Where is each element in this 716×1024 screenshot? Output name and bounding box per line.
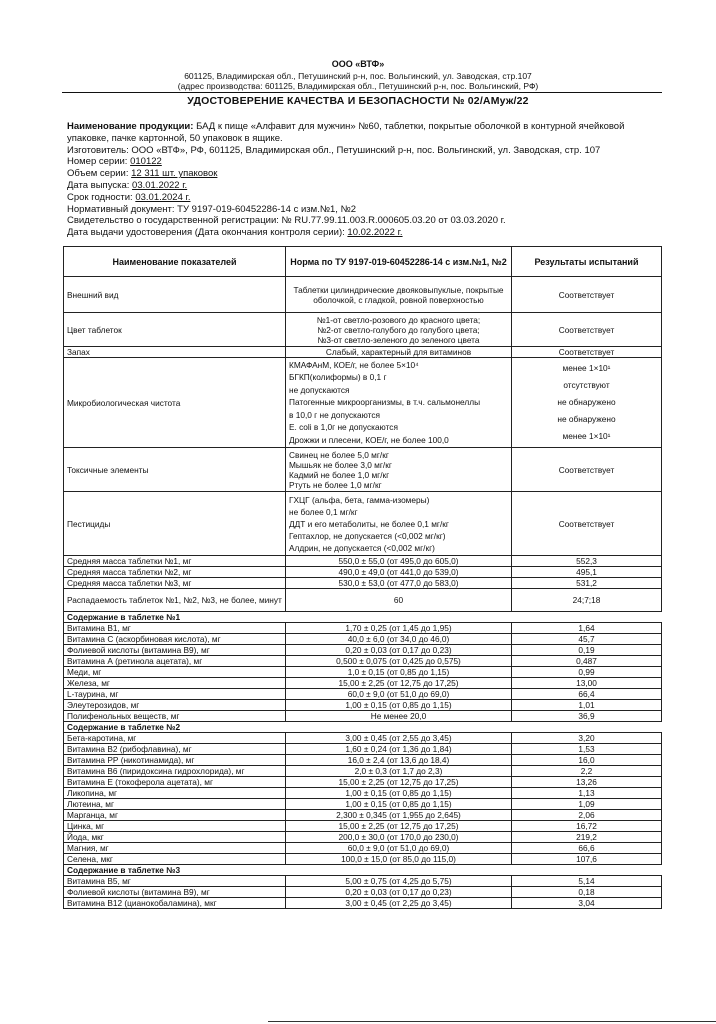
- table-row: [64, 744, 662, 755]
- table-row: [64, 755, 662, 766]
- row-norm: 1,60 ± 0,24 (от 1,36 до 1,84): [286, 744, 512, 755]
- result-line: менее 1×10¹: [562, 363, 611, 373]
- product-value: БАД к пище «Алфавит для мужчин» №60, таблетки, покрытые оболочкой в контурной ячейковой упаковке, пачке картонной, 50 упаковок в ящике.: [67, 121, 625, 144]
- row-name: Внешний вид: [64, 277, 286, 313]
- norm-line: не более 0,1 мг/кг: [289, 506, 358, 517]
- norm-line: E. coli в 1,0г не допускаются: [289, 422, 398, 433]
- row-norm: 1,00 ± 0,15 (от 0,85 до 1,15): [286, 788, 512, 799]
- table-row: [64, 667, 662, 678]
- row-result: 24;7;18: [512, 589, 662, 612]
- product-info: [67, 121, 659, 239]
- norm-line: №3-от светло-зеленого до зеленого цвета: [317, 334, 480, 345]
- row-norm: 0,500 ± 0,075 (от 0,425 до 0,575): [286, 656, 512, 667]
- row-name: Марганца, мг: [64, 810, 286, 821]
- row-norm: 60,0 ± 9,0 (от 51,0 до 69,0): [286, 843, 512, 854]
- table-row: [64, 578, 662, 589]
- row-result: 1,53: [512, 744, 662, 755]
- row-norm: 530,0 ± 53,0 (от 477,0 до 583,0): [286, 578, 512, 589]
- row-norm: 1,00 ± 0,15 (от 0,85 до 1,15): [286, 700, 512, 711]
- table-row: [64, 821, 662, 832]
- norm-line: БГКП(колиформы) в 0,1 г: [289, 372, 387, 383]
- row-name: Витамина В5, мг: [64, 876, 286, 887]
- row-result: 0,99: [512, 667, 662, 678]
- expiry-label: Срок годности:: [67, 191, 133, 203]
- row-name: Витамина А (ретинола ацетата), мг: [64, 656, 286, 667]
- row-result: 0,19: [512, 645, 662, 656]
- norm-line: Мышьяк не более 3,0 мг/кг: [289, 459, 392, 470]
- row-name: Средняя масса таблетки №2, мг: [64, 567, 286, 578]
- row-name: Витамина В12 (цианокобаламина), мкг: [64, 898, 286, 909]
- issue-label: Дата выдачи удостоверения (Дата окончания контроля серии):: [67, 227, 345, 239]
- result-line: не обнаружено: [557, 414, 616, 424]
- row-name: Распадаемость таблеток №1, №2, №3, не более, минут: [64, 589, 286, 612]
- norm-line: ГХЦГ (альфа, бета, гамма-изомеры): [289, 494, 430, 505]
- table-row: [64, 492, 662, 556]
- row-name: Фолиевой кислоты (витамина В9), мг: [64, 887, 286, 898]
- norm-line: КМАФАнМ, КОЕ/г, не более 5×10⁴: [289, 359, 419, 370]
- norm-line: Алдрин, не допускается (<0,002 мг/кг): [289, 542, 435, 553]
- row-norm: 1,00 ± 0,15 (от 0,85 до 1,15): [286, 799, 512, 810]
- table-row: [64, 347, 662, 358]
- row-name: Цинка, мг: [64, 821, 286, 832]
- row-result: 1,09: [512, 799, 662, 810]
- row-norm: [286, 492, 512, 556]
- row-norm: 15,00 ± 2,25 (от 12,75 до 17,25): [286, 777, 512, 788]
- row-norm: Таблетки цилиндрические двояковыпуклые, покрытые оболочкой, с гладкой, ровной поверхностью: [286, 277, 512, 313]
- quality-table: [63, 246, 662, 909]
- table-row: [64, 689, 662, 700]
- table-row: [64, 733, 662, 744]
- row-norm: Не менее 20,0: [286, 711, 512, 722]
- section-title-row: [64, 722, 662, 733]
- table-row: [64, 854, 662, 865]
- table-row: [64, 645, 662, 656]
- norm-line: Патогенные микроорганизмы, в т.ч. сальмонеллы: [289, 397, 481, 408]
- product-label: Наименование продукции:: [67, 121, 194, 132]
- row-result: 2,2: [512, 766, 662, 777]
- section-title: Содержание в таблетке №1: [64, 612, 662, 623]
- norm-line: ДДТ и его метаболиты, не более 0,1 мг/кг: [289, 518, 449, 529]
- table-row: [64, 556, 662, 567]
- row-result: 1,64: [512, 623, 662, 634]
- row-name: Пестициды: [64, 492, 286, 556]
- row-name: L-таурина, мг: [64, 689, 286, 700]
- row-norm: 2,300 ± 0,345 (от 1,955 до 2,645): [286, 810, 512, 821]
- row-name: Запах: [64, 347, 286, 358]
- table-row: [64, 358, 662, 448]
- row-norm: 1,70 ± 0,25 (от 1,45 до 1,95): [286, 623, 512, 634]
- series-value: 010122: [130, 156, 162, 168]
- row-result: 0,487: [512, 656, 662, 667]
- volume-line: [67, 168, 659, 180]
- norm-doc-line: Нормативный документ: ТУ 9197-019-60452286-14 с изм.№1, №2: [67, 203, 357, 215]
- table-row: [64, 898, 662, 909]
- row-norm: [286, 358, 512, 448]
- release-label: Дата выпуска:: [67, 179, 130, 191]
- row-name: Магния, мг: [64, 843, 286, 854]
- row-norm: 200,0 ± 30,0 (от 170,0 до 230,0): [286, 832, 512, 843]
- table-row: [64, 678, 662, 689]
- series-label: Номер серии:: [67, 156, 128, 168]
- row-result: [512, 358, 662, 448]
- row-result: Соответствует: [512, 347, 662, 358]
- table-row: [64, 634, 662, 645]
- row-name: Бета-каротина, мг: [64, 733, 286, 744]
- table-row: [64, 777, 662, 788]
- section-title: Содержание в таблетке №3: [64, 865, 662, 876]
- row-result: 66,4: [512, 689, 662, 700]
- row-result: 45,7: [512, 634, 662, 645]
- section-title-row: [64, 612, 662, 623]
- row-result: Соответствует: [512, 448, 662, 492]
- norm-line: №1-от светло-розового до красного цвета;: [316, 314, 481, 325]
- row-norm: 100,0 ± 15,0 (от 85,0 до 115,0): [286, 854, 512, 865]
- table-row: [64, 711, 662, 722]
- header-name: Наименование показателей: [64, 247, 286, 277]
- row-norm: 15,00 ± 2,25 (от 12,75 до 17,25): [286, 821, 512, 832]
- table-row: [64, 810, 662, 821]
- release-value: 03.01.2022 г.: [132, 179, 188, 191]
- row-name: Цвет таблеток: [64, 313, 286, 347]
- section-title: Содержание в таблетке №2: [64, 722, 662, 733]
- row-result: 219,2: [512, 832, 662, 843]
- row-norm: 3,00 ± 0,45 (от 2,25 до 3,45): [286, 898, 512, 909]
- row-norm: [286, 448, 512, 492]
- row-name: Токсичные элементы: [64, 448, 286, 492]
- result-line: не обнаружено: [557, 397, 616, 407]
- row-norm: 0,20 ± 0,03 (от 0,17 до 0,23): [286, 645, 512, 656]
- table-row: [64, 887, 662, 898]
- row-name: Витамина Е (токоферола ацетата), мг: [64, 777, 286, 788]
- row-result: 552,3: [512, 556, 662, 567]
- table-row: [64, 567, 662, 578]
- registration-line: Свидетельство о государственной регистрации: № RU.77.99.11.003.R.000605.03.20 от 03.03.2020 г.: [67, 215, 506, 227]
- row-result: 36,9: [512, 711, 662, 722]
- row-name: Полифенольных веществ, мг: [64, 711, 286, 722]
- norm-line: Кадмий не более 1,0 мг/кг: [289, 469, 390, 480]
- row-norm: Слабый, характерный для витаминов: [286, 347, 512, 358]
- row-name: Средняя масса таблетки №3, мг: [64, 578, 286, 589]
- series-line: [67, 156, 659, 168]
- row-result: Соответствует: [512, 313, 662, 347]
- table-row: [64, 832, 662, 843]
- row-name: Витамина С (аскорбиновая кислота), мг: [64, 634, 286, 645]
- row-norm: 490,0 ± 49,0 (от 441,0 до 539,0): [286, 567, 512, 578]
- result-line: отсутствуют: [563, 380, 610, 390]
- row-name: Селена, мкг: [64, 854, 286, 865]
- expiry-line: [67, 192, 659, 204]
- section-title-row: [64, 865, 662, 876]
- row-norm: [286, 313, 512, 347]
- row-result: 5,14: [512, 876, 662, 887]
- table-row: [64, 448, 662, 492]
- row-result: 13,26: [512, 777, 662, 788]
- row-name: Фолиевой кислоты (витамина В9), мг: [64, 645, 286, 656]
- row-name: Витамина В6 (пиридоксина гидрохлорида), мг: [64, 766, 286, 777]
- row-name: Меди, мг: [64, 667, 286, 678]
- table-row: [64, 656, 662, 667]
- table-row: [64, 313, 662, 347]
- row-norm: 1,0 ± 0,15 (от 0,85 до 1,15): [286, 667, 512, 678]
- row-norm: 40,0 ± 6,0 (от 34,0 до 46,0): [286, 634, 512, 645]
- norm-line: в 10,0 г не допускаются: [289, 409, 380, 420]
- row-result: 531,2: [512, 578, 662, 589]
- table-row: [64, 700, 662, 711]
- row-name: Лютеина, мг: [64, 799, 286, 810]
- row-name: Витамина B1, мг: [64, 623, 286, 634]
- row-result: Соответствует: [512, 277, 662, 313]
- volume-label: Объем серии:: [67, 168, 129, 180]
- row-name: Микробиологическая чистота: [64, 358, 286, 448]
- table-row: [64, 589, 662, 612]
- page-bottom-rule: [268, 1021, 716, 1022]
- norm-line: №2-от светло-голубого до голубого цвета;: [317, 324, 480, 335]
- release-line: [67, 180, 659, 192]
- table-row: [64, 843, 662, 854]
- norm-line: Свинец не более 5,0 мг/кг: [289, 449, 389, 460]
- row-norm: 16,0 ± 2,4 (от 13,6 до 18,4): [286, 755, 512, 766]
- table-row: [64, 623, 662, 634]
- row-name: Витамина В2 (рибофлавина), мг: [64, 744, 286, 755]
- result-line: менее 1×10¹: [562, 431, 611, 441]
- row-result: 16,0: [512, 755, 662, 766]
- norm-line: Ртуть не более 1,0 мг/кг: [289, 479, 382, 490]
- org-name: ООО «ВТФ»: [331, 59, 385, 69]
- row-result: 16,72: [512, 821, 662, 832]
- row-name: Железа, мг: [64, 678, 286, 689]
- row-norm: 3,00 ± 0,45 (от 2,55 до 3,45): [286, 733, 512, 744]
- row-result: 107,6: [512, 854, 662, 865]
- org-address: 601125, Владимирская обл., Петушинский р-н, пос. Вольгинский, ул. Заводская, стр.107: [184, 71, 532, 81]
- row-name: Ликопина, мг: [64, 788, 286, 799]
- table-row: [64, 766, 662, 777]
- row-norm: 15,00 ± 2,25 (от 12,75 до 17,25): [286, 678, 512, 689]
- header-divider: [62, 92, 662, 93]
- certificate-title: УДОСТОВЕРЕНИЕ КАЧЕСТВА И БЕЗОПАСНОСТИ № 02/АМуж/22: [187, 95, 529, 107]
- product-line: [67, 121, 659, 145]
- row-result: 1,01: [512, 700, 662, 711]
- table-row: [64, 799, 662, 810]
- row-name: Средняя масса таблетки №1, мг: [64, 556, 286, 567]
- header-norm: Норма по ТУ 9197-019-60452286-14 с изм.№1, №2: [286, 247, 512, 277]
- maker-line: Изготовитель: ООО «ВТФ», РФ, 601125, Владимирская обл., Петушинский р-н, пос. Вольгинский, ул. Заводская, стр. 107: [67, 144, 601, 156]
- row-norm: 550,0 ± 55,0 (от 495,0 до 605,0): [286, 556, 512, 567]
- issue-value: 10.02.2022 г.: [347, 227, 403, 239]
- row-norm: 60,0 ± 9,0 (от 51,0 до 69,0): [286, 689, 512, 700]
- row-result: 3,20: [512, 733, 662, 744]
- table-header-row: [64, 247, 662, 277]
- volume-value: 12 311 шт. упаковок: [131, 168, 218, 180]
- production-address: (адрес производства: 601125, Владимирская обл., Петушинский р-н, пос. Вольгинский, РФ): [177, 81, 539, 91]
- row-result: Соответствует: [512, 492, 662, 556]
- row-name: Элеутерозидов, мг: [64, 700, 286, 711]
- row-result: 495,1: [512, 567, 662, 578]
- header-result: Результаты испытаний: [512, 247, 662, 277]
- norm-line: не допускаются: [289, 384, 350, 395]
- row-result: 1,13: [512, 788, 662, 799]
- row-norm: 2,0 ± 0,3 (от 1,7 до 2,3): [286, 766, 512, 777]
- expiry-value: 03.01.2024 г.: [135, 191, 191, 203]
- row-result: 66,6: [512, 843, 662, 854]
- norm-line: Дрожжи и плесени, КОЕ/г, не более 100,0: [289, 434, 449, 445]
- row-name: Витамина РР (никотинамида), мг: [64, 755, 286, 766]
- row-result: 2,06: [512, 810, 662, 821]
- row-result: 13,00: [512, 678, 662, 689]
- row-norm: 5,00 ± 0,75 (от 4,25 до 5,75): [286, 876, 512, 887]
- table-row: [64, 277, 662, 313]
- issue-line: [67, 227, 659, 239]
- row-result: 0,18: [512, 887, 662, 898]
- row-norm: 60: [286, 589, 512, 612]
- table-row: [64, 788, 662, 799]
- row-norm: 0,20 ± 0,03 (от 0,17 до 0,23): [286, 887, 512, 898]
- row-result: 3,04: [512, 898, 662, 909]
- norm-line: Гептахлор, не допускается (<0,002 мг/кг): [289, 530, 446, 541]
- row-name: Йода, мкг: [64, 832, 286, 843]
- table-row: [64, 876, 662, 887]
